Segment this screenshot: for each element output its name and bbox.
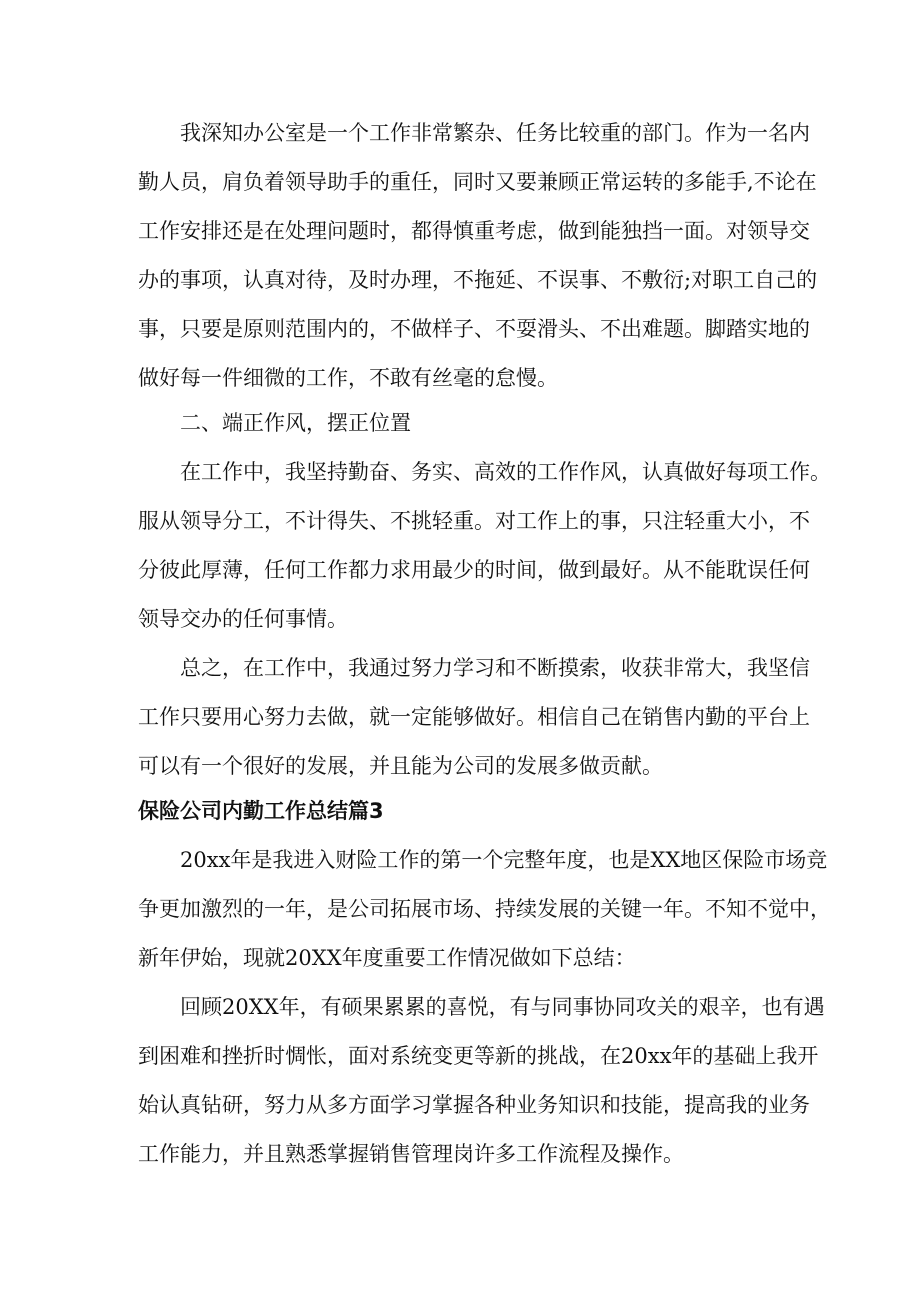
text-line: 工作只要用心努力去做，就一定能够做好。相信自己在销售内勤的平台上 [138, 705, 810, 729]
text-line: 20xx年是我进入财险工作的第一个完整年度，也是XX地区保险市场竞 [180, 848, 828, 872]
section-heading: 二、端正作风，摆正位置 [180, 411, 411, 435]
text-line: 回顾20XX年，有硕果累累的喜悦，有与同事协同攻关的艰辛，也有遇 [180, 995, 825, 1019]
text-line: 勤人员，肩负着领导助手的重任，同时又要兼顾正常运转的多能手,不论在 [138, 170, 817, 194]
text-line: 工作能力，并且熟悉掌握销售管理岗许多工作流程及操作。 [138, 1142, 684, 1166]
text-line: 领导交办的任何事情。 [138, 607, 348, 631]
text-line: 可以有一个很好的发展，并且能为公司的发展多做贡献。 [138, 754, 663, 778]
text-line: 服从领导分工，不计得失、不挑轻重。对工作上的事，只注轻重大小，不 [138, 509, 810, 533]
text-line: 争更加激烈的一年，是公司拓展市场、持续发展的关键一年。不知不觉中， [138, 897, 831, 921]
text-line: 工作安排还是在处理问题时，都得慎重考虑，做到能独挡一面。对领导交 [138, 219, 810, 243]
text-line: 办的事项，认真对待，及时办理，不拖延、不误事、不敷衍;对职工自己的 [138, 268, 818, 292]
text-line: 做好每一件细微的工作，不敢有丝毫的怠慢。 [138, 366, 558, 390]
article-title: 保险公司内勤工作总结篇3 [138, 799, 384, 823]
text-line: 在工作中，我坚持勤奋、务实、高效的工作作风，认真做好每项工作。 [180, 460, 831, 484]
text-line: 分彼此厚薄，任何工作都力求用最少的时间，做到最好。从不能耽误任何 [138, 558, 810, 582]
text-line: 新年伊始，现就20XX年度重要工作情况做如下总结： [138, 946, 636, 970]
text-line: 总之，在工作中，我通过努力学习和不断摸索，收获非常大，我坚信 [180, 656, 810, 680]
text-line: 到困难和挫折时惆怅，面对系统变更等新的挑战，在20xx年的基础上我开 [138, 1044, 819, 1068]
text-line: 事，只要是原则范围内的，不做样子、不耍滑头、不出难题。脚踏实地的 [138, 317, 810, 341]
text-line: 我深知办公室是一个工作非常繁杂、任务比较重的部门。作为一名内 [180, 121, 810, 145]
text-line: 始认真钻研，努力从多方面学习掌握各种业务知识和技能，提高我的业务 [138, 1093, 810, 1117]
